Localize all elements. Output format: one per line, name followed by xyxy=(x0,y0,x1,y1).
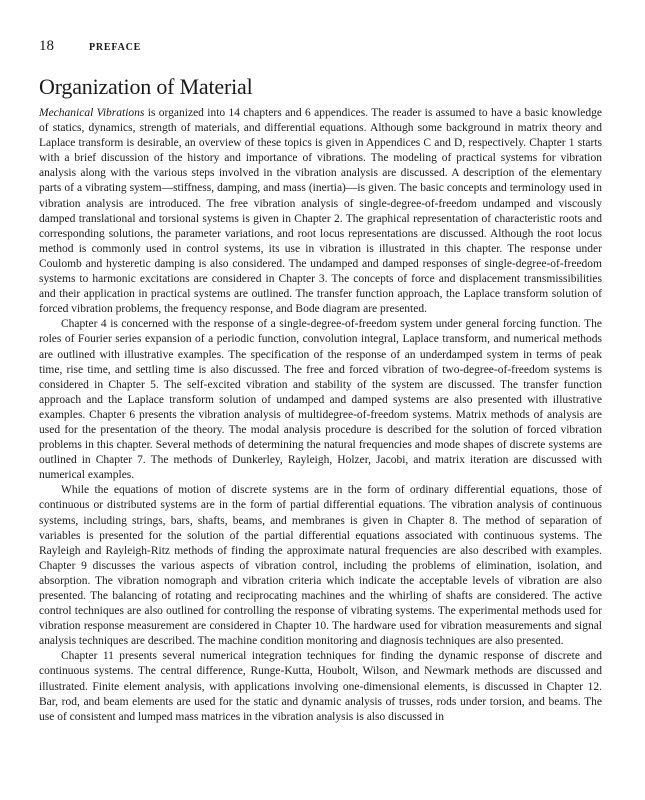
paragraph: Chapter 11 presents several numerical integration techniques for finding the dynamic response of discrete and continuous systems. The central difference, Runge-Kutta, Houbolt, Wilson, and Newmark methods are discussed and illustrated. Finite element analysis, with applications involving one-dimensional elements, is discussed in Chapter 12. Bar, rod, and beam elements are used for the static and dynamic analysis of trusses, rods under torsion, and beams. The use of consistent and lumped mass matrices in the vibration analysis is also discussed in xyxy=(39,650,602,723)
paragraph-text: is organized into 14 chapters and 6 appendices. The reader is assumed to have a basic knowledge of statics, dynamics, strength of materials, and differential equations. Although some background in matrix theory and Laplace transform is desirable, an overview of these topics is given in Appendices C and D, respectively. Chapter 1 starts with a brief discussion of the history and importance of vibrations. The modeling of practical systems for vibration analysis along with the various steps involved in the vibration analysis are discussed. A description of the elementary parts of a vibrating system—stiffness, damping, and mass (inertia)—is given. The basic concepts and terminology used in vibration analysis are introduced. The free vibration analysis of single-degree-of-freedom undamped and viscously damped translational and torsional systems is given in Chapter 2. The graphical representation of characteristic roots and corresponding solutions, the parameter variations, and root locus representations are discussed. Although the root locus method is commonly used in control systems, its use in vibration is illustrated in this chapter. The response under Coulomb and hysteretic damping is also considered. The undamped and damped responses of single-degree-of-freedom systems to harmonic excitations are considered in Chapter 3. The concepts of force and displacement transmissibilities and their application in practical systems are outlined. The transfer function approach, the Laplace transform solution of forced vibration problems, the frequency response, and Bode diagram are presented. xyxy=(39,107,602,316)
page xyxy=(39,38,602,725)
running-head xyxy=(39,38,602,58)
paragraph: While the equations of motion of discrete systems are in the form of ordinary differential equations, those of continuous or distributed systems are in the form of partial differential equations. The vibration analysis of continuous systems, including strings, bars, shafts, beams, and membranes is given in Chapter 8. The method of separation of variables is presented for the solution of the partial differential equations associated with continuous systems. The Rayleigh and Rayleigh-Ritz methods of finding the approximate natural frequencies are also described with examples. Chapter 9 discusses the various aspects of vibration control, including the problems of elimination, isolation, and absorption. The vibration nomograph and vibration criteria which indicate the acceptable levels of vibration are also presented. The balancing of rotating and reciprocating machines and the whirling of shafts are considered. The active control techniques are also outlined for controlling the response of vibrating systems. The experimental methods used for vibration response measurement are considered in Chapter 10. The hardware used for vibration measurements and signal analysis techniques are described. The machine condition monitoring and diagnosis techniques are also presented. xyxy=(39,484,602,648)
body-text xyxy=(39,106,602,725)
paragraph xyxy=(39,106,602,317)
book-title: Mechanical Vibrations xyxy=(39,107,145,119)
section-title: Organization of Material xyxy=(39,74,253,99)
paragraph: Chapter 4 is concerned with the response of a single-degree-of-freedom system under general forcing function. The roles of Fourier series expansion of a periodic function, convolution integral, Laplace transform, and numerical methods are outlined with illustrative examples. The specification of the response of an underdamped system in terms of peak time, rise time, and settling time is also discussed. The free and forced vibration of two-degree-of-freedom systems is considered in Chapter 5. The self-excited vibration and stability of the system are discussed. The transfer function approach and the Laplace transform solution of undamped and damped systems are also presented with illustrative examples. Chapter 6 presents the vibration analysis of multidegree-of-freedom systems. Matrix methods of analysis are used for the presentation of the theory. The modal analysis procedure is described for the solution of forced vibration problems in this chapter. Several methods of determining the natural frequencies and mode shapes of discrete systems are outlined in Chapter 7. The methods of Dunkerley, Rayleigh, Holzer, Jacobi, and matrix iteration are discussed with numerical examples. xyxy=(39,318,602,482)
running-title: PREFACE xyxy=(89,42,142,53)
page-number: 18 xyxy=(39,38,54,54)
